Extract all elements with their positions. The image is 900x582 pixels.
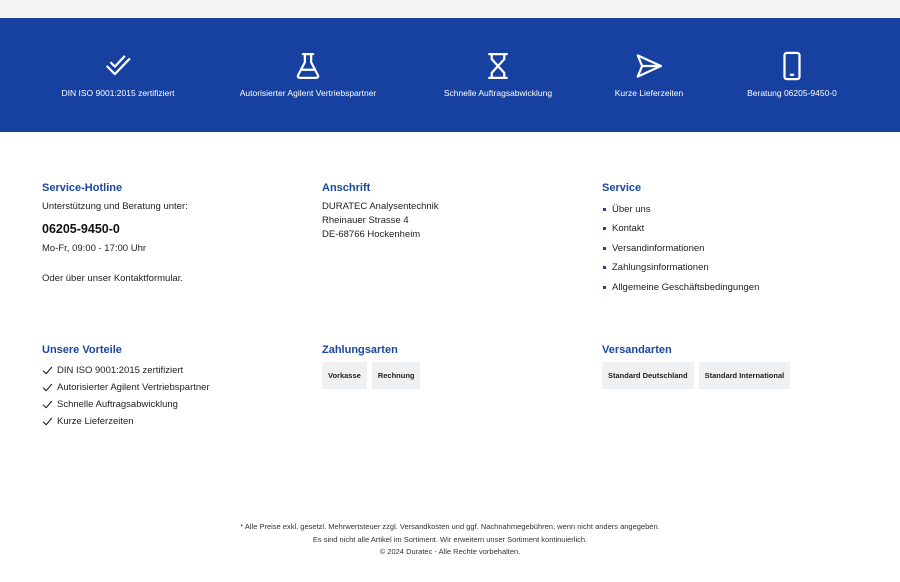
usp-label: Autorisierter Agilent Vertriebspartner (239, 88, 377, 98)
advantage-label: Autorisierter Agilent Vertriebspartner (57, 382, 210, 393)
usp-label: Beratung 06205-9450-0 (747, 88, 837, 98)
usp-label: Schnelle Auftragsabwicklung (443, 88, 553, 98)
footer-assortment-note: Es sind nicht alle Artikel im Sortiment. Wir erweitern unser Sortiment kontinuierlich. (312, 534, 588, 544)
check-icon (42, 365, 53, 376)
contact-form-link[interactable]: Oder über unser Kontaktformular. (42, 273, 183, 284)
address-line: Rheinauer Strasse 4 (322, 215, 409, 226)
payment-methods (322, 362, 582, 389)
usp-label: DIN ISO 9001:2015 zertifiziert (61, 88, 175, 98)
service-link-shipping-info[interactable]: Versandinformationen (602, 239, 862, 258)
usp-agilent (218, 18, 398, 132)
address-line: DURATEC Analysentechnik (322, 201, 439, 212)
address-title: Anschrift (322, 182, 371, 194)
smartphone-icon (777, 51, 807, 81)
service-link-about[interactable]: Über uns (602, 200, 862, 219)
footer-price-note: * Alle Preise exkl. gesetzl. Mehrwertsteuer zzgl. Versandkosten und ggf. Nachnahmegebühren, wenn nicht anders angegeben. (240, 522, 660, 531)
advantages-list (42, 362, 302, 430)
hourglass-icon (483, 51, 513, 81)
payment-title: Zahlungsarten (322, 344, 398, 356)
payment-section (322, 344, 582, 389)
service-link-contact[interactable]: Kontakt (602, 219, 862, 238)
check-icon (42, 399, 53, 410)
flask-icon (293, 51, 323, 81)
hotline-hours: Mo-Fr, 09:00 - 17:00 Uhr (42, 243, 147, 254)
footer-copyright: © 2024 Duratec - Alle Rechte vorbehalten. (379, 547, 521, 556)
hotline-title: Service-Hotline (42, 182, 123, 194)
send-icon (634, 51, 664, 81)
service-link-terms[interactable]: Allgemeine Geschäftsbedingungen (602, 278, 862, 297)
service-title: Service (602, 182, 642, 194)
shipping-method-germany: Standard Deutschland (602, 362, 694, 389)
check-icon (103, 51, 133, 81)
usp-label: Kurze Lieferzeiten (614, 88, 684, 98)
check-icon (42, 382, 53, 393)
service-section (602, 182, 862, 297)
payment-method-prepayment: Vorkasse (322, 362, 367, 389)
advantages-title: Unsere Vorteile (42, 344, 122, 356)
advantage-item (42, 362, 302, 379)
check-icon (42, 416, 53, 427)
usp-consulting (702, 18, 882, 132)
footer-notes (0, 521, 900, 559)
shipping-section (602, 344, 862, 389)
advantage-label: Kurze Lieferzeiten (57, 416, 134, 427)
shipping-title: Versandarten (602, 344, 672, 356)
address-section (322, 182, 582, 242)
top-strip (0, 0, 900, 18)
advantage-label: DIN ISO 9001:2015 zertifiziert (57, 365, 184, 376)
advantages-section (42, 344, 302, 430)
hotline-section (42, 182, 302, 286)
advantage-label: Schnelle Auftragsabwicklung (57, 399, 178, 410)
usp-certified (28, 18, 208, 132)
address-line: DE-68766 Hockenheim (322, 229, 421, 240)
payment-method-invoice: Rechnung (372, 362, 421, 389)
shipping-methods (602, 362, 862, 389)
hotline-intro: Unterstützung und Beratung unter: (42, 201, 188, 212)
service-links (602, 200, 862, 297)
advantage-item (42, 396, 302, 413)
usp-banner (0, 18, 900, 132)
hotline-phone[interactable]: 06205-9450-0 (42, 222, 120, 236)
advantage-item (42, 413, 302, 430)
service-link-payment-info[interactable]: Zahlungsinformationen (602, 258, 862, 277)
shipping-method-international: Standard International (699, 362, 791, 389)
advantage-item (42, 379, 302, 396)
